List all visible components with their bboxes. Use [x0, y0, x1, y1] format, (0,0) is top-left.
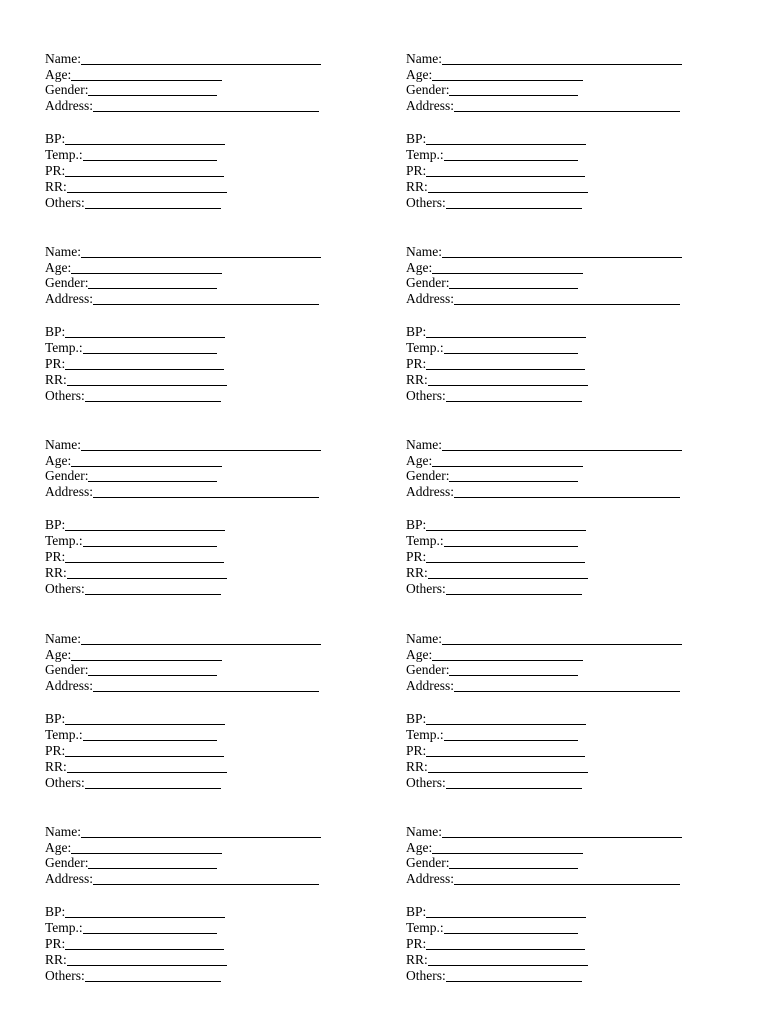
age-blank-line[interactable] [71, 648, 222, 661]
pr-row [406, 935, 585, 951]
pr-label: PR: [406, 743, 427, 758]
others-blank-line[interactable] [85, 582, 221, 595]
others-blank-line[interactable] [446, 969, 582, 982]
pr-blank-line[interactable] [426, 550, 585, 563]
others-label: Others: [45, 775, 85, 790]
address-row [406, 290, 680, 306]
bp-blank-line[interactable] [426, 518, 586, 531]
age-label: Age: [45, 453, 72, 468]
bp-row [45, 903, 225, 919]
gender-label: Gender: [45, 82, 89, 97]
age-blank-line[interactable] [432, 648, 583, 661]
others-blank-line[interactable] [446, 582, 582, 595]
gender-row [45, 854, 217, 870]
age-label: Age: [406, 840, 433, 855]
others-label: Others: [406, 388, 446, 403]
bp-blank-line[interactable] [426, 325, 586, 338]
address-blank-line[interactable] [93, 872, 319, 885]
rr-label: RR: [45, 759, 67, 774]
address-row [45, 290, 319, 306]
bp-row [406, 516, 586, 532]
age-blank-line[interactable] [71, 261, 222, 274]
pr-blank-line[interactable] [426, 164, 585, 177]
age-row [45, 66, 222, 82]
age-blank-line[interactable] [71, 841, 222, 854]
record-card [45, 436, 345, 616]
name-row [406, 243, 682, 259]
pr-row [45, 742, 224, 758]
pr-row [45, 548, 224, 564]
others-row [406, 387, 582, 403]
rr-label: RR: [45, 372, 67, 387]
temp-label: Temp.: [406, 340, 444, 355]
gender-row [406, 661, 578, 677]
others-row [406, 774, 582, 790]
others-blank-line[interactable] [446, 196, 582, 209]
age-row [406, 259, 583, 275]
rr-blank-line[interactable] [67, 953, 227, 966]
others-label: Others: [406, 195, 446, 210]
gender-blank-line[interactable] [449, 469, 578, 482]
temp-blank-line[interactable] [444, 921, 578, 934]
pr-label: PR: [45, 356, 66, 371]
pr-row [406, 742, 585, 758]
gender-row [45, 274, 217, 290]
age-label: Age: [406, 647, 433, 662]
others-label: Others: [406, 581, 446, 596]
gender-blank-line[interactable] [88, 83, 217, 96]
name-label: Name: [406, 824, 442, 839]
bp-label: BP: [45, 131, 66, 146]
others-label: Others: [45, 581, 85, 596]
gender-blank-line[interactable] [88, 856, 217, 869]
temp-blank-line[interactable] [83, 534, 217, 547]
rr-blank-line[interactable] [428, 566, 588, 579]
gender-label: Gender: [406, 275, 450, 290]
name-row [45, 823, 321, 839]
others-blank-line[interactable] [446, 776, 582, 789]
pr-row [45, 935, 224, 951]
age-blank-line[interactable] [432, 68, 583, 81]
rr-label: RR: [406, 759, 428, 774]
bp-row [406, 323, 586, 339]
gender-row [45, 81, 217, 97]
temp-label: Temp.: [406, 147, 444, 162]
bp-label: BP: [45, 324, 66, 339]
name-row [45, 50, 321, 66]
age-label: Age: [45, 67, 72, 82]
gender-row [406, 854, 578, 870]
gender-blank-line[interactable] [449, 276, 578, 289]
rr-label: RR: [406, 952, 428, 967]
name-blank-line[interactable] [442, 632, 682, 645]
bp-label: BP: [406, 904, 427, 919]
pr-row [45, 355, 224, 371]
rr-blank-line[interactable] [67, 373, 227, 386]
name-label: Name: [45, 244, 81, 259]
others-row [45, 194, 221, 210]
pr-label: PR: [45, 163, 66, 178]
record-card [45, 823, 345, 1003]
name-blank-line[interactable] [81, 245, 321, 258]
temp-row [45, 726, 217, 742]
pr-label: PR: [406, 163, 427, 178]
address-row [45, 870, 319, 886]
address-label: Address: [406, 871, 454, 886]
others-blank-line[interactable] [446, 389, 582, 402]
rr-row [45, 371, 227, 387]
pr-row [45, 162, 224, 178]
age-row [45, 839, 222, 855]
others-blank-line[interactable] [85, 776, 221, 789]
age-row [45, 646, 222, 662]
pr-label: PR: [45, 936, 66, 951]
temp-blank-line[interactable] [444, 728, 578, 741]
address-row [45, 677, 319, 693]
name-blank-line[interactable] [442, 825, 682, 838]
pr-blank-line[interactable] [426, 937, 585, 950]
rr-blank-line[interactable] [67, 760, 227, 773]
address-blank-line[interactable] [454, 99, 680, 112]
age-row [406, 452, 583, 468]
name-label: Name: [45, 51, 81, 66]
pr-blank-line[interactable] [65, 164, 224, 177]
pr-label: PR: [406, 356, 427, 371]
gender-row [406, 467, 578, 483]
age-blank-line[interactable] [432, 454, 583, 467]
address-row [45, 483, 319, 499]
name-row [45, 630, 321, 646]
temp-row [45, 146, 217, 162]
rr-label: RR: [45, 952, 67, 967]
age-row [406, 646, 583, 662]
temp-row [406, 919, 578, 935]
rr-row [45, 758, 227, 774]
temp-label: Temp.: [406, 727, 444, 742]
bp-label: BP: [406, 131, 427, 146]
gender-label: Gender: [406, 468, 450, 483]
temp-label: Temp.: [45, 533, 83, 548]
address-label: Address: [45, 98, 93, 113]
others-blank-line[interactable] [85, 389, 221, 402]
rr-label: RR: [45, 179, 67, 194]
gender-label: Gender: [406, 855, 450, 870]
bp-row [406, 130, 586, 146]
address-blank-line[interactable] [454, 872, 680, 885]
name-row [406, 630, 682, 646]
gender-blank-line[interactable] [88, 663, 217, 676]
rr-row [406, 564, 588, 580]
temp-row [406, 339, 578, 355]
bp-blank-line[interactable] [426, 132, 586, 145]
rr-blank-line[interactable] [428, 760, 588, 773]
name-blank-line[interactable] [81, 52, 321, 65]
rr-label: RR: [406, 372, 428, 387]
address-row [406, 483, 680, 499]
age-blank-line[interactable] [71, 454, 222, 467]
others-row [406, 967, 582, 983]
others-row [406, 580, 582, 596]
bp-blank-line[interactable] [65, 905, 225, 918]
bp-label: BP: [406, 517, 427, 532]
name-blank-line[interactable] [442, 52, 682, 65]
bp-label: BP: [406, 711, 427, 726]
age-label: Age: [45, 840, 72, 855]
bp-row [45, 516, 225, 532]
bp-blank-line[interactable] [426, 905, 586, 918]
bp-label: BP: [45, 711, 66, 726]
gender-label: Gender: [45, 468, 89, 483]
name-label: Name: [45, 631, 81, 646]
age-row [406, 66, 583, 82]
pr-label: PR: [45, 743, 66, 758]
bp-blank-line[interactable] [65, 712, 225, 725]
gender-label: Gender: [45, 662, 89, 677]
rr-blank-line[interactable] [428, 953, 588, 966]
gender-label: Gender: [45, 275, 89, 290]
rr-row [406, 758, 588, 774]
name-blank-line[interactable] [81, 438, 321, 451]
record-card [45, 243, 345, 423]
rr-row [45, 178, 227, 194]
temp-label: Temp.: [45, 340, 83, 355]
others-label: Others: [406, 968, 446, 983]
gender-row [406, 81, 578, 97]
temp-blank-line[interactable] [444, 534, 578, 547]
age-label: Age: [406, 67, 433, 82]
others-blank-line[interactable] [85, 196, 221, 209]
temp-label: Temp.: [406, 920, 444, 935]
bp-row [45, 323, 225, 339]
rr-label: RR: [45, 565, 67, 580]
temp-blank-line[interactable] [83, 341, 217, 354]
age-blank-line[interactable] [432, 841, 583, 854]
name-blank-line[interactable] [81, 825, 321, 838]
bp-blank-line[interactable] [426, 712, 586, 725]
address-blank-line[interactable] [93, 292, 319, 305]
gender-row [45, 467, 217, 483]
bp-blank-line[interactable] [65, 325, 225, 338]
name-label: Name: [406, 51, 442, 66]
rr-row [406, 371, 588, 387]
gender-label: Gender: [406, 662, 450, 677]
address-blank-line[interactable] [93, 679, 319, 692]
rr-row [45, 564, 227, 580]
pr-blank-line[interactable] [65, 744, 224, 757]
bp-row [45, 130, 225, 146]
temp-row [45, 919, 217, 935]
record-card [45, 50, 345, 230]
temp-row [406, 532, 578, 548]
age-row [45, 259, 222, 275]
bp-label: BP: [45, 904, 66, 919]
address-blank-line[interactable] [93, 485, 319, 498]
pr-row [406, 355, 585, 371]
gender-blank-line[interactable] [449, 663, 578, 676]
pr-row [406, 162, 585, 178]
name-label: Name: [406, 631, 442, 646]
temp-blank-line[interactable] [444, 148, 578, 161]
others-row [45, 967, 221, 983]
address-label: Address: [45, 291, 93, 306]
address-label: Address: [406, 98, 454, 113]
temp-row [45, 339, 217, 355]
address-row [406, 870, 680, 886]
pr-label: PR: [45, 549, 66, 564]
rr-label: RR: [406, 565, 428, 580]
name-row [45, 436, 321, 452]
rr-blank-line[interactable] [428, 373, 588, 386]
others-blank-line[interactable] [85, 969, 221, 982]
pr-row [406, 548, 585, 564]
pr-blank-line[interactable] [426, 744, 585, 757]
temp-blank-line[interactable] [83, 921, 217, 934]
bp-label: BP: [406, 324, 427, 339]
name-label: Name: [45, 824, 81, 839]
name-blank-line[interactable] [442, 245, 682, 258]
name-label: Name: [406, 244, 442, 259]
name-row [406, 436, 682, 452]
rr-blank-line[interactable] [428, 180, 588, 193]
name-blank-line[interactable] [442, 438, 682, 451]
temp-row [406, 726, 578, 742]
address-label: Address: [45, 678, 93, 693]
age-blank-line[interactable] [432, 261, 583, 274]
age-row [45, 452, 222, 468]
address-row [406, 677, 680, 693]
temp-row [45, 532, 217, 548]
pr-blank-line[interactable] [65, 550, 224, 563]
gender-label: Gender: [45, 855, 89, 870]
address-blank-line[interactable] [93, 99, 319, 112]
temp-blank-line[interactable] [83, 148, 217, 161]
bp-row [45, 710, 225, 726]
gender-blank-line[interactable] [449, 83, 578, 96]
address-label: Address: [45, 484, 93, 499]
pr-blank-line[interactable] [65, 357, 224, 370]
gender-label: Gender: [406, 82, 450, 97]
age-label: Age: [406, 453, 433, 468]
temp-label: Temp.: [45, 147, 83, 162]
record-card [406, 50, 706, 230]
name-row [406, 823, 682, 839]
name-row [406, 50, 682, 66]
others-label: Others: [45, 388, 85, 403]
gender-row [406, 274, 578, 290]
name-label: Name: [406, 437, 442, 452]
address-blank-line[interactable] [454, 292, 680, 305]
record-card [406, 243, 706, 423]
address-label: Address: [406, 678, 454, 693]
bp-blank-line[interactable] [65, 518, 225, 531]
gender-blank-line[interactable] [449, 856, 578, 869]
age-label: Age: [45, 260, 72, 275]
bp-label: BP: [45, 517, 66, 532]
pr-label: PR: [406, 549, 427, 564]
rr-blank-line[interactable] [67, 566, 227, 579]
gender-blank-line[interactable] [88, 469, 217, 482]
age-blank-line[interactable] [71, 68, 222, 81]
address-label: Address: [45, 871, 93, 886]
address-label: Address: [406, 484, 454, 499]
pr-blank-line[interactable] [426, 357, 585, 370]
rr-blank-line[interactable] [67, 180, 227, 193]
gender-row [45, 661, 217, 677]
address-blank-line[interactable] [454, 679, 680, 692]
others-row [45, 774, 221, 790]
record-card [406, 630, 706, 810]
age-row [406, 839, 583, 855]
rr-row [406, 178, 588, 194]
bp-blank-line[interactable] [65, 132, 225, 145]
age-label: Age: [406, 260, 433, 275]
temp-row [406, 146, 578, 162]
rr-row [406, 951, 588, 967]
temp-label: Temp.: [406, 533, 444, 548]
others-row [45, 387, 221, 403]
others-label: Others: [45, 195, 85, 210]
address-label: Address: [406, 291, 454, 306]
record-card [406, 436, 706, 616]
name-label: Name: [45, 437, 81, 452]
address-row [406, 97, 680, 113]
pr-blank-line[interactable] [65, 937, 224, 950]
address-row [45, 97, 319, 113]
temp-label: Temp.: [45, 920, 83, 935]
temp-blank-line[interactable] [444, 341, 578, 354]
others-row [45, 580, 221, 596]
gender-blank-line[interactable] [88, 276, 217, 289]
rr-row [45, 951, 227, 967]
name-blank-line[interactable] [81, 632, 321, 645]
others-label: Others: [45, 968, 85, 983]
bp-row [406, 710, 586, 726]
temp-blank-line[interactable] [83, 728, 217, 741]
record-card [45, 630, 345, 810]
others-row [406, 194, 582, 210]
record-card [406, 823, 706, 1003]
age-label: Age: [45, 647, 72, 662]
bp-row [406, 903, 586, 919]
others-label: Others: [406, 775, 446, 790]
temp-label: Temp.: [45, 727, 83, 742]
name-row [45, 243, 321, 259]
address-blank-line[interactable] [454, 485, 680, 498]
rr-label: RR: [406, 179, 428, 194]
pr-label: PR: [406, 936, 427, 951]
